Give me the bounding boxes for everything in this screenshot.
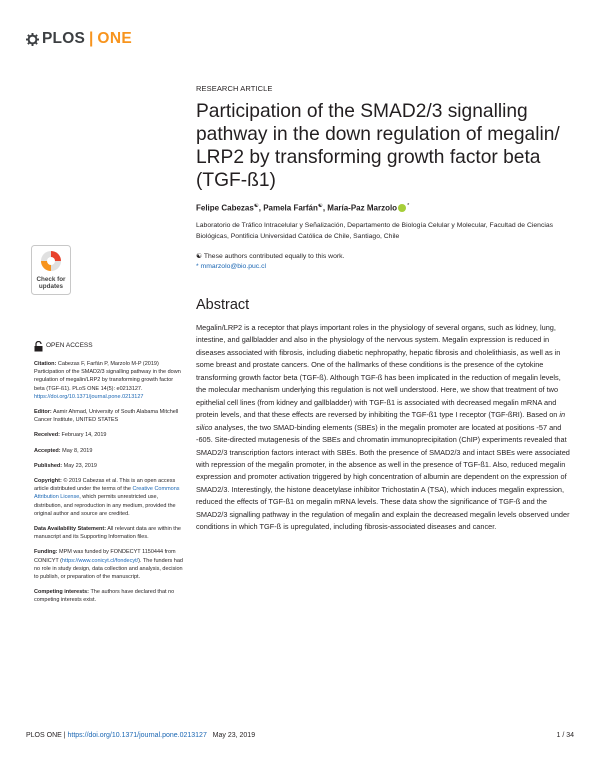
accepted-date: May 8, 2019 bbox=[60, 447, 93, 454]
competing-interests-label: Competing interests: bbox=[34, 589, 90, 596]
check-updates-line2: updates bbox=[38, 283, 64, 290]
check-updates-line1: Check for bbox=[36, 276, 66, 283]
corresponding-mark: * bbox=[407, 203, 410, 209]
abstract-text-2: analyses, the two SMAD-binding elements (SBEs) in the megalin promoter are located at positions -57 and -605. Site-directed mutagenesis of the SBEs and chromatin immunoprecipitation (ChIP) experiments revealed that SMAD2/3 transcription factors interact with SBEs. Both the presence of SMAD2/3 and intact SBEs were associated with repression of the megalin promoter, in the absence as well in the presence of TGF-ß1. Also, reduced megalin expression and promoter activation triggered by high concentration of albumin are dependent on the expression of SMAD2/3. Interestingly, the histone deacetylase inhibitor Trichostatin A (TSA), which induces megalin expression, reduced the effects of TGF-ß1 on megalin mRNA levels. These data show the significance of TGF-ß and the SMAD2/3 signalling pathway in the regulation of megalin and explain the decreased megalin levels observed under conditions in which TGF-ß is upregulated, including fibrosis-associated diseases and cancer. bbox=[196, 422, 570, 532]
received-date: February 14, 2019 bbox=[60, 432, 107, 439]
author-farfan[interactable]: , Pamela Farfán bbox=[258, 203, 318, 213]
equal-contrib-note: ☯ These authors contributed equally to this work. bbox=[196, 253, 345, 260]
funding-link[interactable]: https://www.conicyt.cl/fondecyt/ bbox=[62, 557, 139, 564]
received-block bbox=[34, 431, 184, 439]
check-for-updates-badge[interactable] bbox=[31, 245, 71, 295]
equal-contrib-mark: ☯ bbox=[253, 203, 259, 209]
citation-doi-link[interactable]: https://doi.org/10.1371/journal.pone.0213127 bbox=[34, 393, 144, 400]
article-type: RESEARCH ARTICLE bbox=[196, 84, 273, 93]
funding-block bbox=[34, 548, 184, 581]
footer-journal: PLOS ONE | bbox=[26, 732, 68, 739]
abstract-heading: Abstract bbox=[196, 297, 250, 313]
affiliation: Laboratorio de Tráfico Intracelular y Señalización, Departamento de Biología Celular y Molecular, Facultad de Ciencias Biológicas, Pontificia Universidad Católica de Chile, Santiago, Chile bbox=[196, 222, 554, 240]
received-label: Received: bbox=[34, 432, 60, 439]
journal-logo bbox=[26, 30, 132, 48]
competing-interests-block bbox=[34, 588, 184, 604]
open-lock-icon bbox=[34, 341, 43, 352]
published-block bbox=[34, 462, 184, 470]
author-list bbox=[196, 203, 576, 213]
article-title: Participation of the SMAD2/3 signalling pathway in the down regulation of megalin/ LRP2 by transforming growth factor beta (TGF-ß1) bbox=[196, 101, 560, 191]
check-updates-icon bbox=[31, 245, 71, 295]
page-number: 1 / 34 bbox=[556, 732, 574, 739]
competing-interests-text: The authors have declared that no competing interests exist. bbox=[34, 589, 175, 604]
data-availability-block bbox=[34, 525, 184, 541]
copyright-text: © 2019 Cabezas et al. This is an open access article distributed under the terms of the bbox=[34, 478, 176, 493]
orcid-icon[interactable] bbox=[398, 204, 406, 212]
author-cabezas[interactable]: Felipe Cabezas bbox=[196, 203, 254, 213]
citation-label: Citation: bbox=[34, 361, 57, 367]
abstract-text-1: Megalin/LRP2 is a receptor that plays important roles in the physiology of several organs, such as kidney, lung, intestine, and gallbladder and also in the physiology of the nervous system. Megalin expression is reduced in diseases associated with fibrosis, including diabetic nephropathy, hepatic fibrosis and cholelithiasis, as well as in some breast and prostate cancers. One of the hallmarks of these conditions is the presence of the cytokine transforming growth factor beta (TGF-ß). Although TGF-ß has been implicated in the reduction of megalin levels, the molecular mechanism underlying this regulation is not well understood. Here, we show that treatment of two epithelial cell lines (from kidney and gallbladder) with TGF-ß1 is associated with decreased megalin mRNA and protein levels, and that these effects are reversed by inhibiting the TGF-ß1 type I receptor (TGF-ßRI). Based on bbox=[196, 323, 561, 420]
funding-label: Funding: bbox=[34, 549, 58, 556]
citation-block bbox=[34, 360, 184, 401]
journal-sep: | bbox=[89, 30, 94, 47]
editor-block bbox=[34, 408, 184, 424]
published-label: Published: bbox=[34, 462, 63, 469]
funding-text: MPM was funded by FONDECYT 1150444 from CONICYT ( bbox=[34, 549, 176, 564]
accepted-label: Accepted: bbox=[34, 447, 61, 454]
data-availability-label: Data Availability Statement: bbox=[34, 526, 107, 533]
open-access-label: OPEN ACCESS bbox=[46, 342, 93, 350]
published-date: May 23, 2019 bbox=[62, 462, 97, 469]
plos-gear-icon bbox=[26, 33, 39, 46]
editor-label: Editor: bbox=[34, 409, 52, 416]
equal-contrib-mark: ☯ bbox=[317, 203, 323, 209]
journal-one: ONE bbox=[97, 30, 133, 47]
accepted-block bbox=[34, 447, 184, 455]
citation-text: Cabezas F, Farfán P, Marzolo M-P (2019) Participation of the SMAD2/3 signalling pathway in the down regulation of megalin/LRP2 by transforming growth factor beta (TGF-ß1). PLoS ONE 14(5): e0213127. bbox=[34, 361, 181, 392]
footer-date: May 23, 2019 bbox=[206, 732, 256, 739]
author-marzolo[interactable]: , María-Paz Marzolo bbox=[322, 203, 398, 213]
abstract-italic: in silico bbox=[196, 410, 566, 432]
corresponding-email[interactable]: * mmarzolo@bio.puc.cl bbox=[196, 263, 266, 270]
funding-text-2: ). The funders had no role in study design, data collection and analysis, decision to publish, or preparation of the manuscript. bbox=[34, 557, 183, 581]
copyright-label: Copyright: bbox=[34, 478, 62, 485]
data-availability-text: All relevant data are within the manuscript and its Supporting Information files. bbox=[34, 526, 181, 541]
license-link[interactable]: Creative Commons Attribution License bbox=[34, 486, 180, 501]
copyright-text-2: , which permits unrestricted use, distribution, and reproduction in any medium, provided the original author and source are credited. bbox=[34, 494, 176, 517]
journal-name: PLOS bbox=[42, 30, 86, 47]
abstract-body bbox=[196, 322, 571, 534]
open-access bbox=[34, 341, 184, 352]
page-footer bbox=[26, 732, 574, 739]
author-notes bbox=[196, 252, 571, 272]
editor-text: Aamir Ahmad, University of South Alabama Mitchell Cancer Institute, UNITED STATES bbox=[34, 409, 179, 424]
article-info-sidebar bbox=[34, 341, 184, 612]
footer-doi-link[interactable]: https://doi.org/10.1371/journal.pone.0213127 bbox=[67, 732, 207, 739]
copyright-block bbox=[34, 477, 184, 518]
